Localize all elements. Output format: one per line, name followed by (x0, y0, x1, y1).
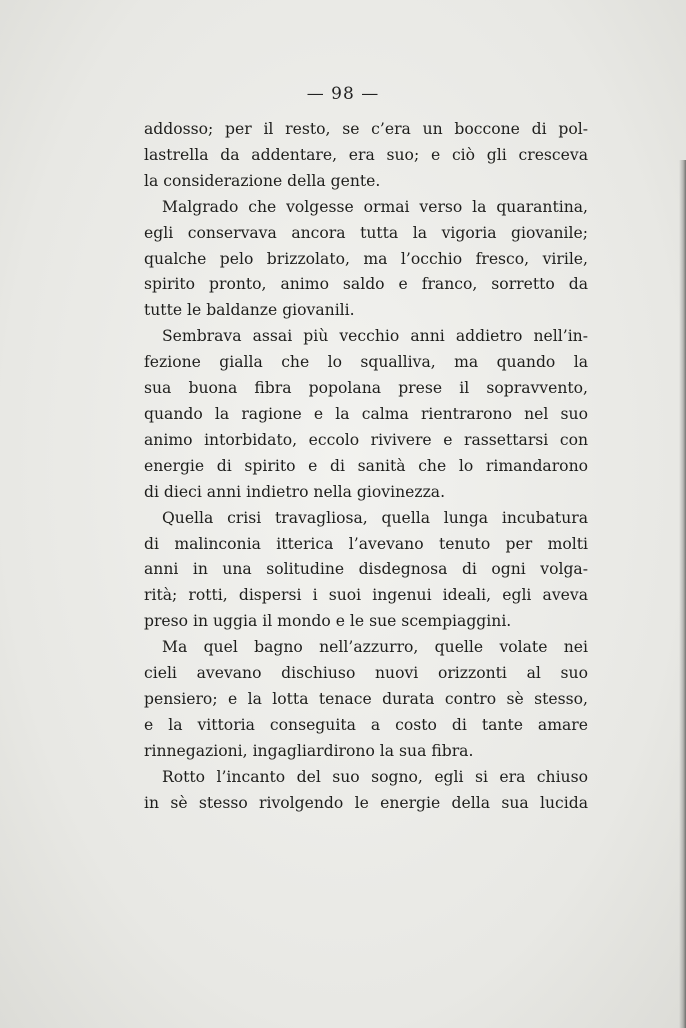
text-line: Quella crisi travagliosa, quella lunga incubatura (162, 508, 588, 527)
text-line: di dieci anni indietro nella giovinezza. (144, 482, 446, 501)
text-line: quando la ragione e la calma rientrarono nel suo (144, 404, 588, 423)
paragraph (144, 324, 588, 505)
text-line: animo intorbidato, eccolo rivivere e rassettarsi con (144, 430, 588, 449)
text-line: e la vittoria conseguita a costo di tante amare (144, 715, 588, 734)
page-number: — 98 — (306, 84, 380, 104)
text-line: fezione gialla che lo squalliva, ma quando la (144, 353, 588, 372)
page-edge-shadow (679, 160, 686, 1028)
text-line: preso in uggia il mondo e le sue scempiaggini. (144, 612, 512, 631)
text-line: Sembrava assai più vecchio anni addietro nell’in- (162, 327, 588, 346)
text-line: cieli avevano dischiuso nuovi orizzonti al suo (144, 664, 588, 683)
text-line: la considerazione della gente. (144, 171, 381, 190)
paragraph (144, 117, 588, 195)
text-line: spirito pronto, animo saldo e franco, sorretto da (144, 275, 588, 294)
text-line: tutte le baldanze giovanili. (144, 301, 355, 320)
text-line: qualche pelo brizzolato, ma l’occhio fresco, virile, (144, 249, 588, 268)
paragraph (144, 635, 588, 765)
text-line: addosso; per il resto, se c’era un boccone di pol- (144, 120, 588, 138)
body-text (144, 117, 588, 816)
paragraph (144, 765, 588, 817)
paragraph (144, 506, 588, 636)
text-line: di malinconia itterica l’avevano tenuto per molti (144, 534, 588, 553)
text-line: Rotto l’incanto del suo sogno, egli si era chiuso (162, 767, 588, 786)
text-line: pensiero; e la lotta tenace durata contro sè stesso, (144, 689, 588, 708)
text-line: egli conservava ancora tutta la vigoria giovanile; (144, 223, 588, 242)
text-line: in sè stesso rivolgendo le energie della sua lucida (144, 793, 588, 812)
text-line: rinnegazioni, ingagliardirono la sua fibra. (144, 741, 474, 760)
text-line: anni in una solitudine disdegnosa di ogni volga- (144, 560, 588, 579)
text-line: sua buona fibra popolana prese il sopravvento, (144, 379, 588, 398)
text-line: energie di spirito e di sanità che lo rimandarono (144, 456, 588, 475)
text-line: rità; rotti, dispersi i suoi ingenui ideali, egli aveva (144, 586, 588, 605)
text-line: lastrella da addentare, era suo; e ciò gli cresceva (144, 145, 588, 164)
paragraph (144, 195, 588, 325)
text-line: Ma quel bagno nell’azzurro, quelle volate nei (162, 638, 588, 657)
text-line: Malgrado che volgesse ormai verso la quarantina, (162, 197, 588, 216)
